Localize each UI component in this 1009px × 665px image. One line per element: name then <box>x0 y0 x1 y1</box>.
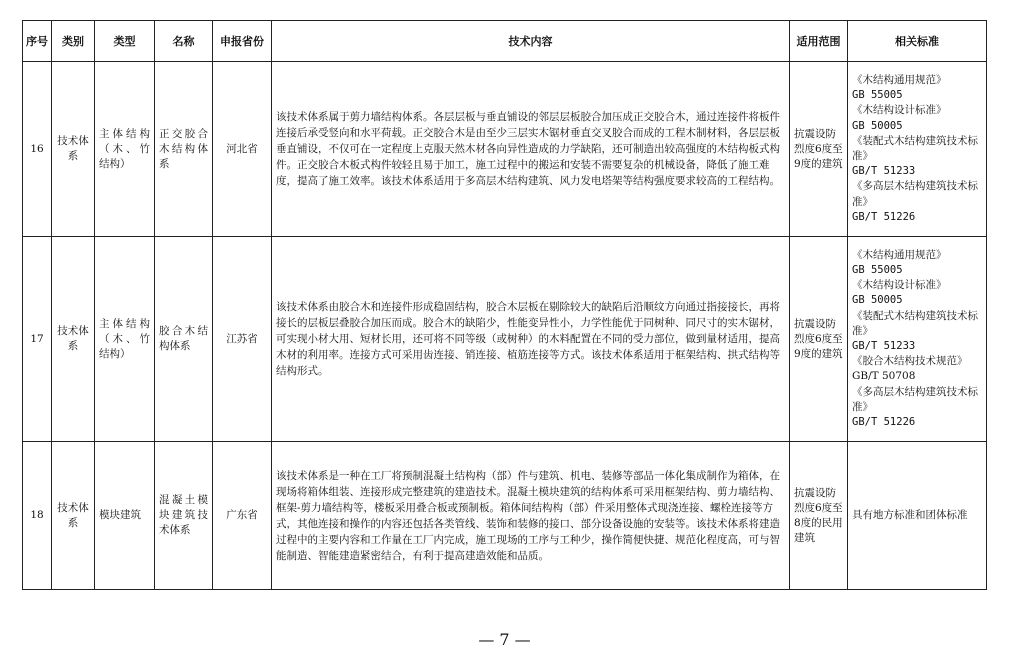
row-name: 胶合木结构体系 <box>155 237 213 442</box>
standard-item: GB/T 51233 <box>852 340 916 352</box>
standard-item: 《木结构设计标准》 <box>852 279 947 292</box>
row-province: 江苏省 <box>213 237 272 442</box>
row-name: 混凝土模块建筑技术体系 <box>155 442 213 590</box>
standard-item: 《装配式木结构建筑技术标准》 <box>852 134 978 162</box>
row-scope: 抗震设防烈度6度至9度的建筑 <box>790 237 848 442</box>
standard-item: GB 50005 <box>852 119 903 132</box>
page-number: — 7 — <box>478 630 531 649</box>
standard-item: 《装配式木结构建筑技术标准》 <box>852 309 978 337</box>
row-standards <box>848 237 987 442</box>
row-province: 广东省 <box>213 442 272 590</box>
row-standards <box>848 62 987 237</box>
standard-item: GB/T 51233 <box>852 165 916 178</box>
table-header-row <box>23 21 987 62</box>
standard-item: 《木结构通用规范》 <box>852 73 947 86</box>
standard-item: 《木结构通用规范》 <box>852 248 947 261</box>
row-category: 技术体系 <box>52 237 95 442</box>
header-standards: 相关标准 <box>848 21 987 62</box>
row-category: 技术体系 <box>52 442 95 590</box>
row-number: 16 <box>23 62 52 237</box>
standard-item: 具有地方标准和团体标准 <box>852 508 968 521</box>
row-category: 技术体系 <box>52 62 95 237</box>
table-row <box>23 62 987 237</box>
table-row <box>23 237 987 442</box>
standard-item: GB 50005 <box>852 294 903 307</box>
row-number: 17 <box>23 237 52 442</box>
row-type: 模块建筑 <box>95 442 155 590</box>
header-no: 序号 <box>23 21 52 62</box>
row-standards <box>848 442 987 590</box>
row-content: 该技术体系属于剪力墙结构体系。各层层板与垂直铺设的邻层层板胶合加压成正交胶合木，通过连接件将板件连接后承受竖向和水平荷载。正交胶合木是由至少三层实木锯材垂直交叉胶合而成的工程木制材料，各层层板垂直铺设，不仅可在一定程度上克服天然木材各向异性造成的力学缺陷，还可制造出较高强度的木结构板式构件。正交胶合木板式构件较轻且易于加工，施工过程中的搬运和安装不需要复杂的机械设备，降低了施工难度，提高了施工效率。该技术体系适用于多高层木结构建筑、风力发电塔架等结构强度要求较高的工程结构。 <box>272 62 790 237</box>
row-content: 该技术体系由胶合木和连接件形成稳固结构，胶合木层板在剔除较大的缺陷后沿顺纹方向通过指接接长，再将接长的层板层叠胶合加压而成。胶合木的缺陷少，性能变异性小，力学性能优于同树种、同尺寸的实木锯材，可实现小材大用、短材长用，还可将不同等级（或树种）的木料配置在不同的受力部位，做到量材适用，提高木材的利用率。连接方式可采用齿连接、销连接、植筋连接等方式。该技术体系适用于框架结构、拱式结构等结构形式。 <box>272 237 790 442</box>
row-content: 该技术体系是一种在工厂将预制混凝土结构构（部）件与建筑、机电、装修等部品一体化集成制作为箱体，在现场将箱体组装、连接形成完整建筑的建造技术。混凝土模块建筑的结构体系可采用框架结构、剪力墙结构、框架-剪力墙结构等，楼板采用叠合板或预制板。箱体间结构构（部）件采用整体式现浇连接、螺栓连接等方式，其他连接和操作的内容还包括各类管线、装饰和装修的接口、部分设备设施的安装等。该技术体系将建造过程中的主要内容和工作量在工厂内完成，施工现场的工序与工种少，操作简便快捷、规范化程度高，可与智能制造、智能建造紧密结合，有利于提高建造效能和品质。 <box>272 442 790 590</box>
row-scope: 抗震设防烈度6度至8度的民用建筑 <box>790 442 848 590</box>
row-number: 18 <box>23 442 52 590</box>
technology-table <box>22 20 987 590</box>
standard-item: GB 55005 <box>852 263 903 276</box>
header-name: 名称 <box>155 21 213 62</box>
row-scope: 抗震设防烈度6度至9度的建筑 <box>790 62 848 237</box>
header-type: 类型 <box>95 21 155 62</box>
standard-item: 《胶合木结构技术规范》GB/T 50708 <box>852 355 968 383</box>
header-category: 类别 <box>52 21 95 62</box>
header-content: 技术内容 <box>272 21 790 62</box>
table-row <box>23 442 987 590</box>
standard-item: GB 55005 <box>852 89 903 102</box>
row-type: 主体结构（木、竹结构） <box>95 62 155 237</box>
header-scope: 适用范围 <box>790 21 848 62</box>
standard-item: GB/T 51226 <box>852 416 916 429</box>
row-name: 正交胶合木结构体系 <box>155 62 213 237</box>
standard-item: 《木结构设计标准》 <box>852 104 947 117</box>
standard-item: 《多高层木结构建筑技术标准》 <box>852 385 978 413</box>
row-province: 河北省 <box>213 62 272 237</box>
standard-item: GB/T 51226 <box>852 210 916 223</box>
row-type: 主体结构（木、竹结构） <box>95 237 155 442</box>
standard-item: 《多高层木结构建筑技术标准》 <box>852 180 978 208</box>
header-province: 申报省份 <box>213 21 272 62</box>
